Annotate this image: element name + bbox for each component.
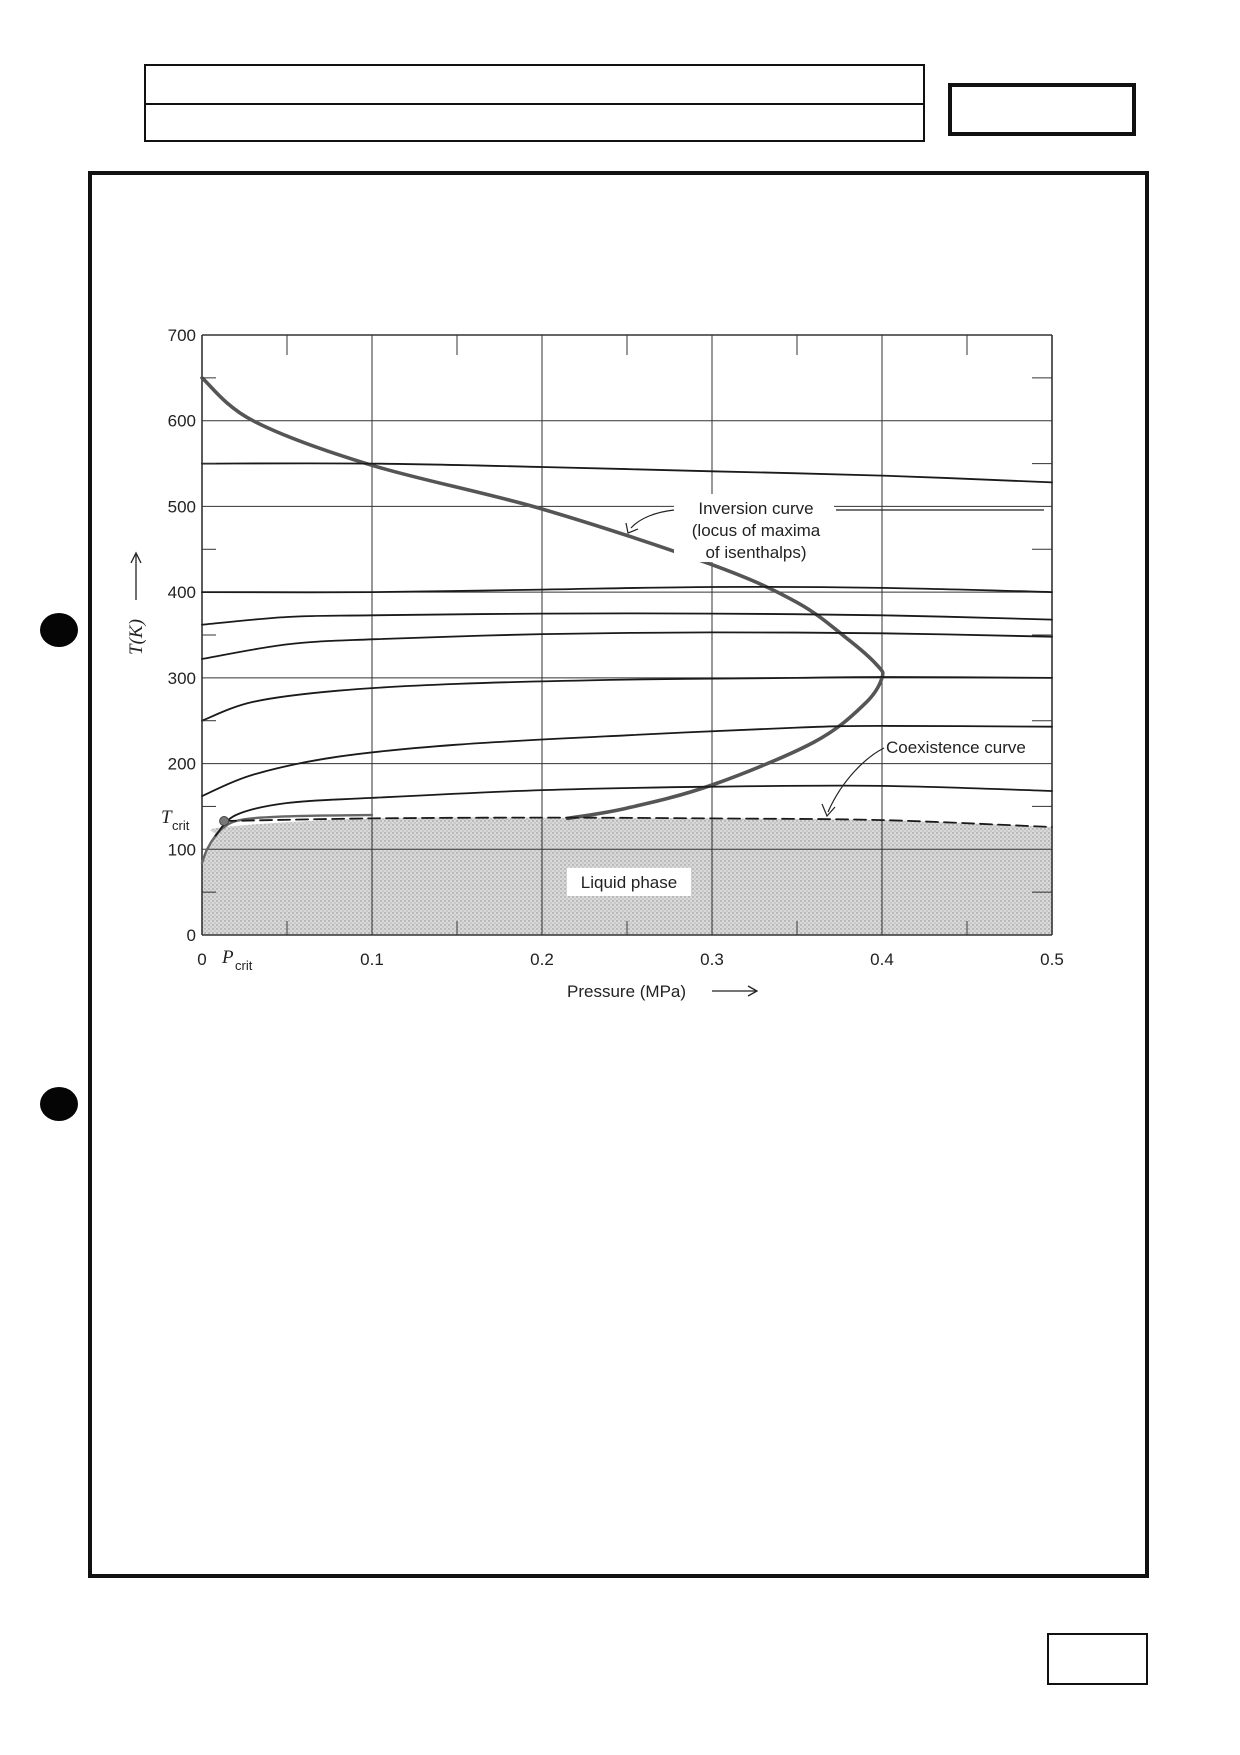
- y-tick-label: 600: [167, 411, 196, 431]
- x-tick-label: 0.5: [1040, 950, 1064, 969]
- x-tick-label: 0.4: [870, 950, 894, 969]
- series-isenthalp-5: [202, 677, 1052, 721]
- y-tick-label: 300: [167, 668, 196, 688]
- y-tick-label: 700: [167, 326, 196, 345]
- y-tick-label: 0: [186, 926, 196, 945]
- p-crit-subscript: crit: [235, 958, 253, 973]
- coexistence-annotation-arrow: [822, 748, 884, 816]
- inversion-annotation-line2: (locus of maxima: [691, 521, 821, 540]
- y-tick-label: 100: [167, 840, 196, 860]
- series-layer: [202, 378, 1052, 863]
- y-tick-label: 200: [167, 754, 196, 774]
- x-axis-arrow: [712, 986, 757, 996]
- t-crit-label: T: [161, 807, 172, 828]
- x-tick-label: 0.1: [360, 950, 384, 969]
- inversion-annotation-line3: of isenthalps): [705, 543, 807, 562]
- critical-point-marker: [220, 817, 229, 826]
- y-tick-label: 500: [167, 497, 196, 517]
- liquid-phase-label: Liquid phase: [580, 873, 678, 892]
- series-isenthalp-4: [202, 632, 1052, 659]
- x-tick-label: 0.3: [700, 950, 724, 969]
- y-axis-arrow: [131, 553, 141, 600]
- p-crit-label: P: [222, 947, 234, 968]
- coexistence-annotation: Coexistence curve: [886, 738, 1026, 757]
- inversion-annotation-line1: Inversion curve: [698, 499, 814, 518]
- inversion-annotation-arrow: [626, 510, 674, 533]
- t-crit-subscript: crit: [172, 818, 190, 833]
- x-tick-label: 0.2: [530, 950, 554, 969]
- y-axis-label: T(K): [126, 619, 147, 655]
- series-isenthalp-3: [202, 613, 1052, 624]
- y-tick-label: 400: [167, 583, 196, 603]
- x-tick-label: 0: [197, 950, 207, 969]
- series-isenthalp-1: [202, 463, 1052, 482]
- series-isenthalp-2: [202, 587, 1052, 592]
- x-axis-label: Pressure (MPa): [567, 982, 687, 1001]
